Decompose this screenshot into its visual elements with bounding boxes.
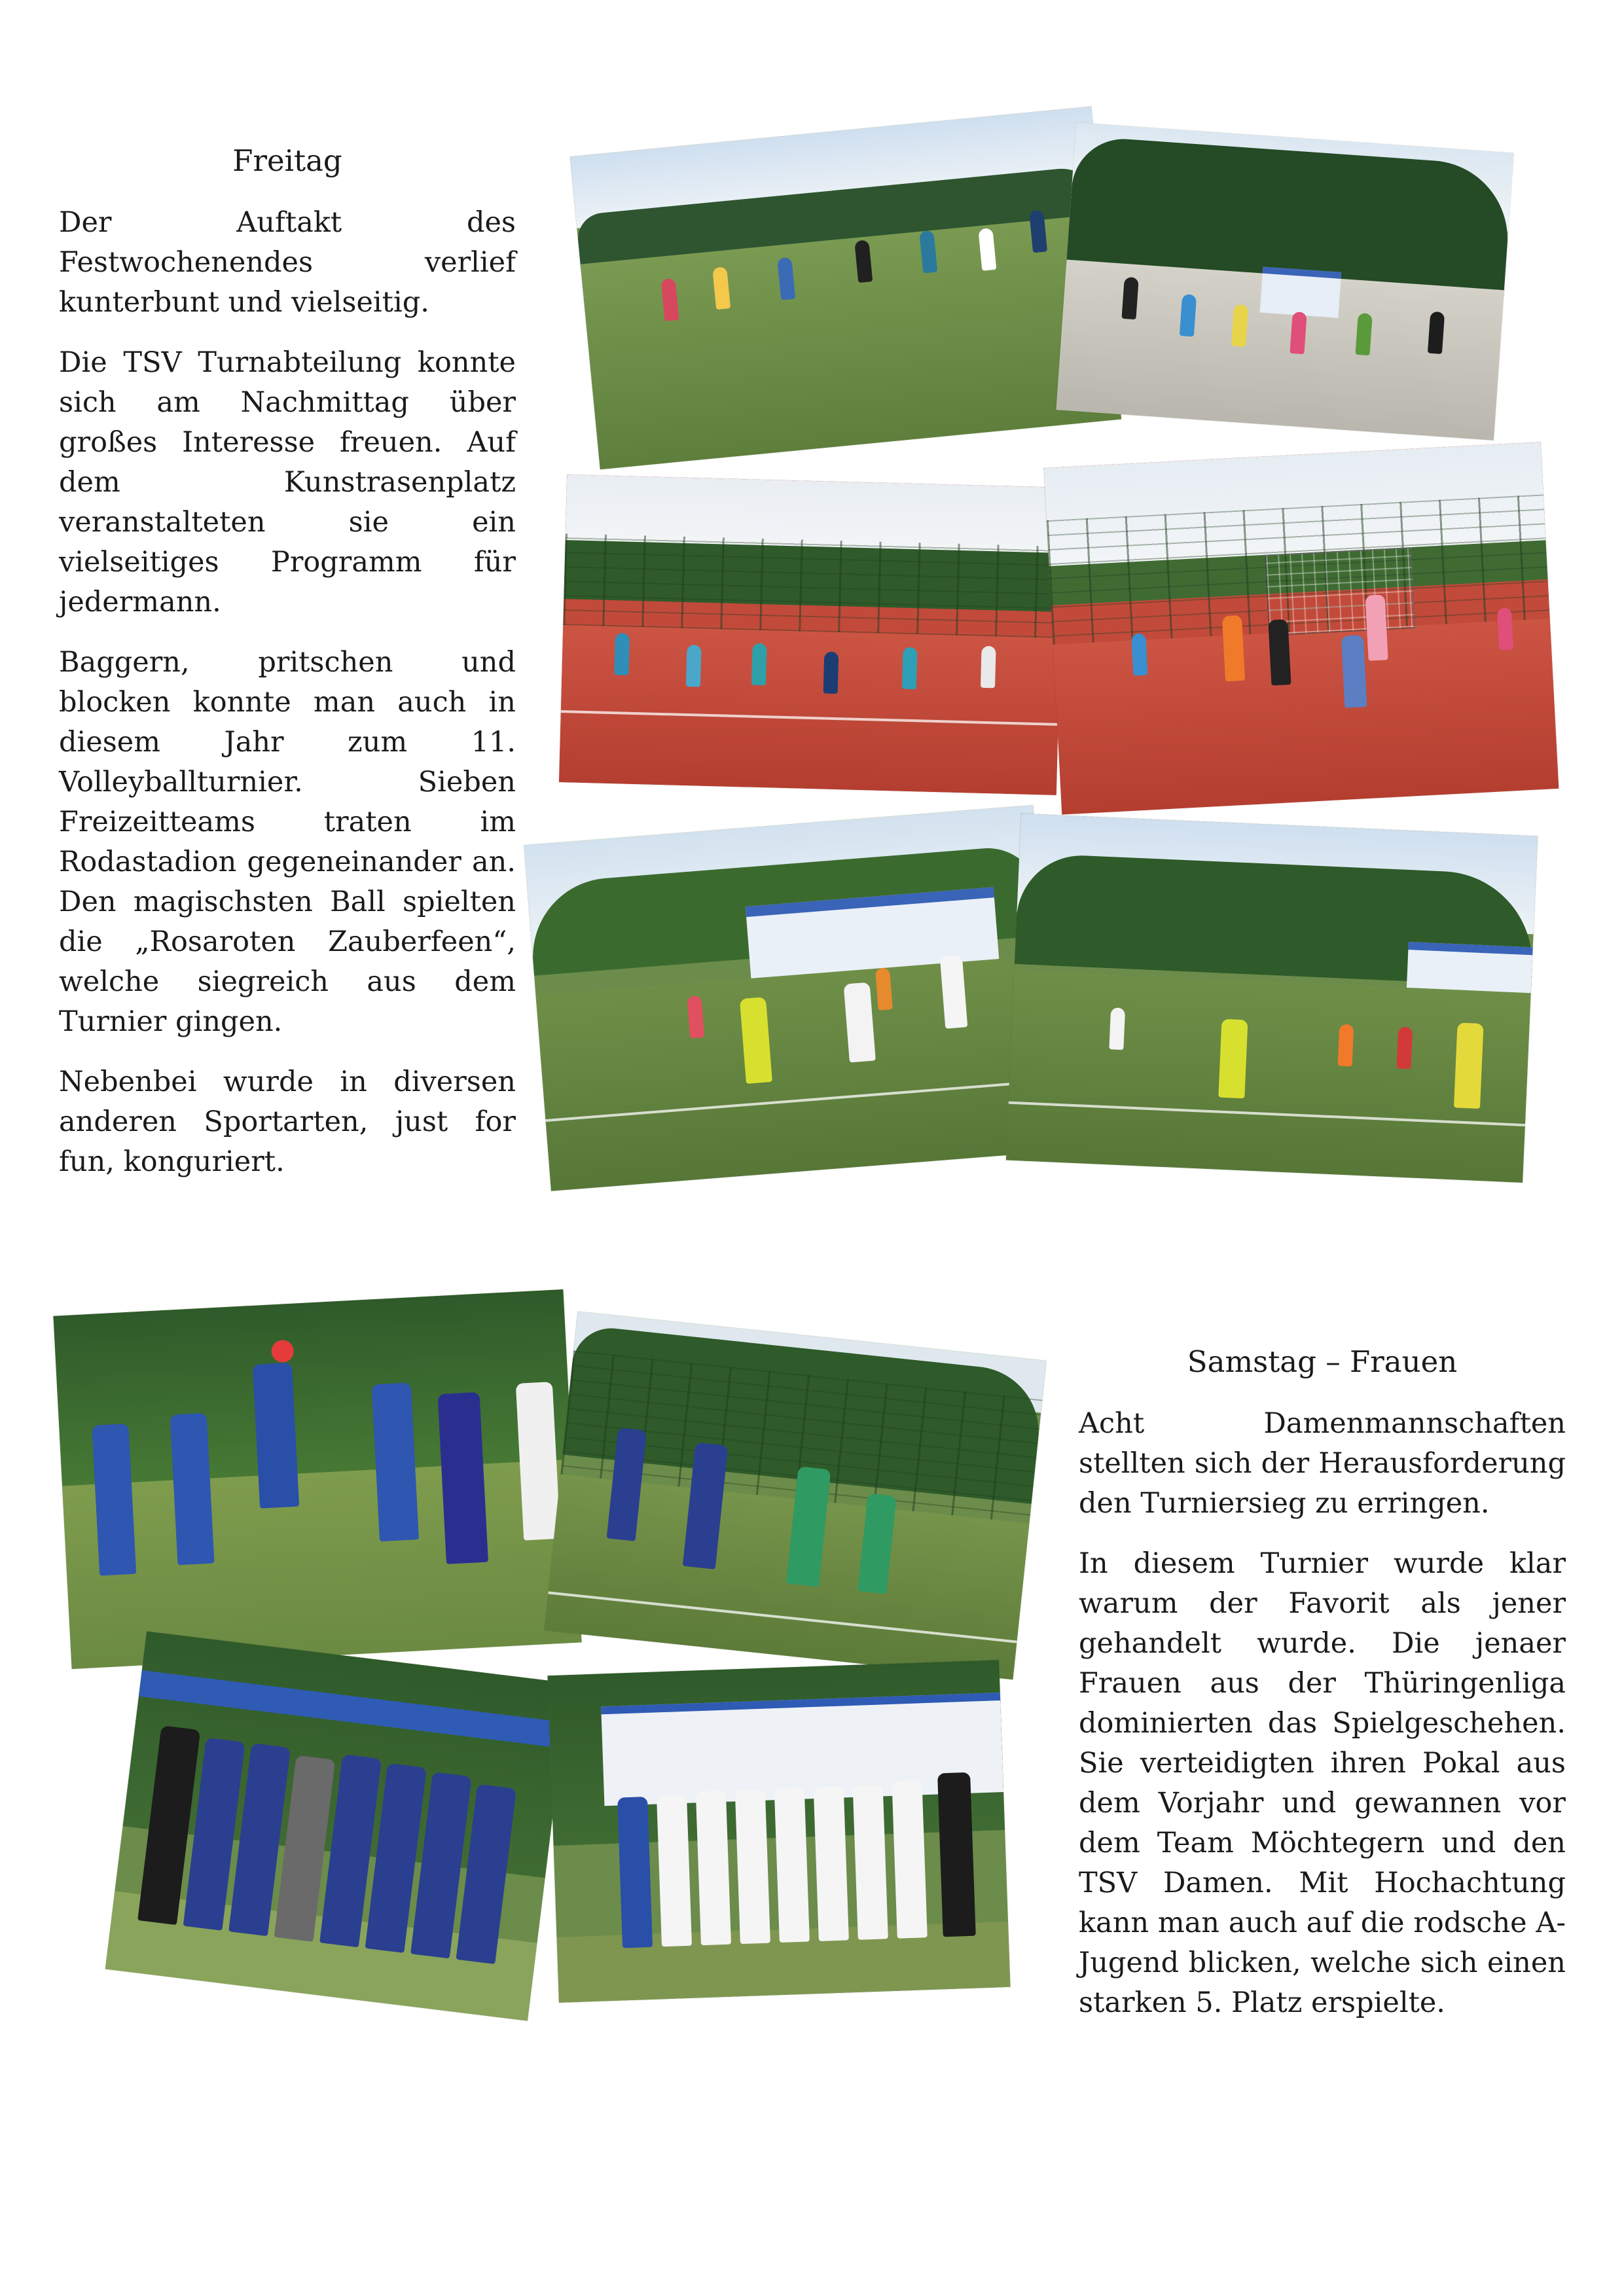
freitag-paragraph-1: Der Auftakt des Festwochenendes verlief kunterbunt und vielseitig.	[59, 206, 516, 319]
freitag-paragraph-4: Nebenbei wurde in diversen anderen Sportarten, just for fun, konguriert.	[59, 1066, 516, 1178]
freitag-heading: Freitag	[232, 143, 342, 178]
samstag-paragraph-1: Acht Damenmannschaften stellten sich der Herausforderung den Turniersieg zu erringen.	[1079, 1407, 1566, 1520]
freitag-paragraph-3: Baggern, pritschen und blocken konnte man auch in diesem Jahr zum 11. Volleyballturnier. Sieben Freizeitteams traten im Rodastadion gegeneinander an. Den magischsten Ball spielten die „Rosaroten Zauberfeen“, welche siegreich aus dem Turnier gingen.	[59, 646, 516, 1038]
photo-volleyball-1	[559, 475, 1064, 795]
samstag-section	[1079, 1342, 1566, 2043]
photo-kids-gravel	[1056, 122, 1513, 440]
photo-football-1	[524, 805, 1060, 1191]
freitag-paragraph-2: Die TSV Turnabteilung konnte sich am Nachmittag über großes Interesse freuen. Auf dem Kunstrasenplatz veranstalteten sie ein vielseitiges Programm für jedermann.	[59, 346, 516, 619]
photo-team-2	[547, 1660, 1010, 2003]
samstag-paragraph-2: In diesem Turnier wurde klar warum der Favorit als jener gehandelt wurde. Die jenaer Frauen aus der Thüringenliga dominierten das Spielgeschehen. Sie verteidigten ihren Pokal aus dem Vorjahr und gewannen vor dem Team Möchtegern und den TSV Damen. Mit Hochachtung kann man auch auf die rodsche A-Jugend blicken, welche sich einen starken 5. Platz erspielte.	[1079, 1547, 1566, 2019]
photo-volleyball-2	[1044, 442, 1559, 814]
photo-team-1	[105, 1631, 569, 2020]
samstag-heading: Samstag – Frauen	[1187, 1344, 1458, 1379]
freitag-section	[59, 141, 516, 1202]
photo-football-2	[1006, 814, 1538, 1183]
photo-handball-1	[53, 1289, 581, 1669]
photo-kids-turf	[570, 107, 1121, 469]
photo-handball-2	[544, 1312, 1046, 1680]
